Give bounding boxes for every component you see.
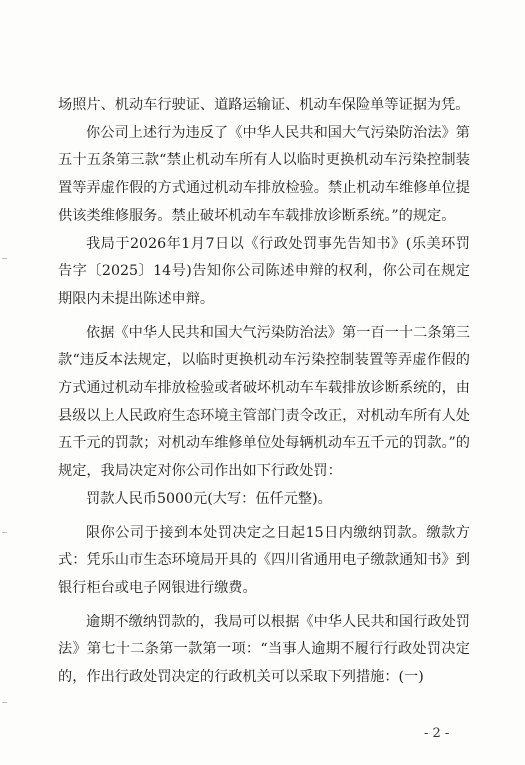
fine-amount-paragraph: 罚款人民币5000元(大写：伍仟元整)。: [86, 490, 332, 507]
violation-paragraph: 你公司上述行为违反了《中华人民共和国大气污染防治法》第五十五条第三款“禁止机动车所有人以临时更换机动车污染控制装置等弄虚作假的方式通过机动车排放检验。禁止机动车维修单位提供该类维修服务。禁止破坏机动车车载排放诊断系统。”的规定。: [58, 124, 470, 224]
margin-mark: [2, 702, 7, 703]
notice-paragraph: 我局于2026年1月7日以《行政处罚事先告知书》(乐美环罚告字〔2025〕14号)告知你公司陈述申辩的权利，你公司在规定期限内未提出陈述申辩。: [58, 235, 470, 307]
margin-mark: [2, 532, 7, 533]
legal-basis-paragraph: 依据《中华人民共和国大气污染防治法》第一百一十二条第三款“违反本法规定，以临时更换机动车污染控制装置等弄虚作假的方式通过机动车排放检验或者破坏机动车车载排放诊断系统的，由县级以上人民政府生态环境主管部门责令改正，对机动车所有人处五千元的罚款；对机动车维修单位处每辆机动车五千元的罚款。”的规定，我局决定对你公司作出如下行政处罚：: [58, 324, 470, 480]
document-body: [58, 92, 470, 692]
margin-mark: [2, 258, 7, 259]
evidence-paragraph-end: 场照片、机动车行驶证、道路运输证、机动车保险单等证据为凭。: [58, 97, 470, 113]
page-number: - 2 -: [424, 726, 450, 741]
payment-deadline-paragraph: 限你公司于接到本处罚决定之日起15日内缴纳罚款。缴款方式：凭乐山市生态环境局开具的《四川省通用电子缴款通知书》到银行柜台或电子网银进行缴费。: [58, 524, 470, 596]
overdue-paragraph: 逾期不缴纳罚款的，我局可以根据《中华人民共和国行政处罚法》第七十二条第一款第一项：“当事人逾期不履行行政处罚决定的，作出行政处罚决定的行政机关可以采取下列措施：(一): [58, 613, 470, 686]
